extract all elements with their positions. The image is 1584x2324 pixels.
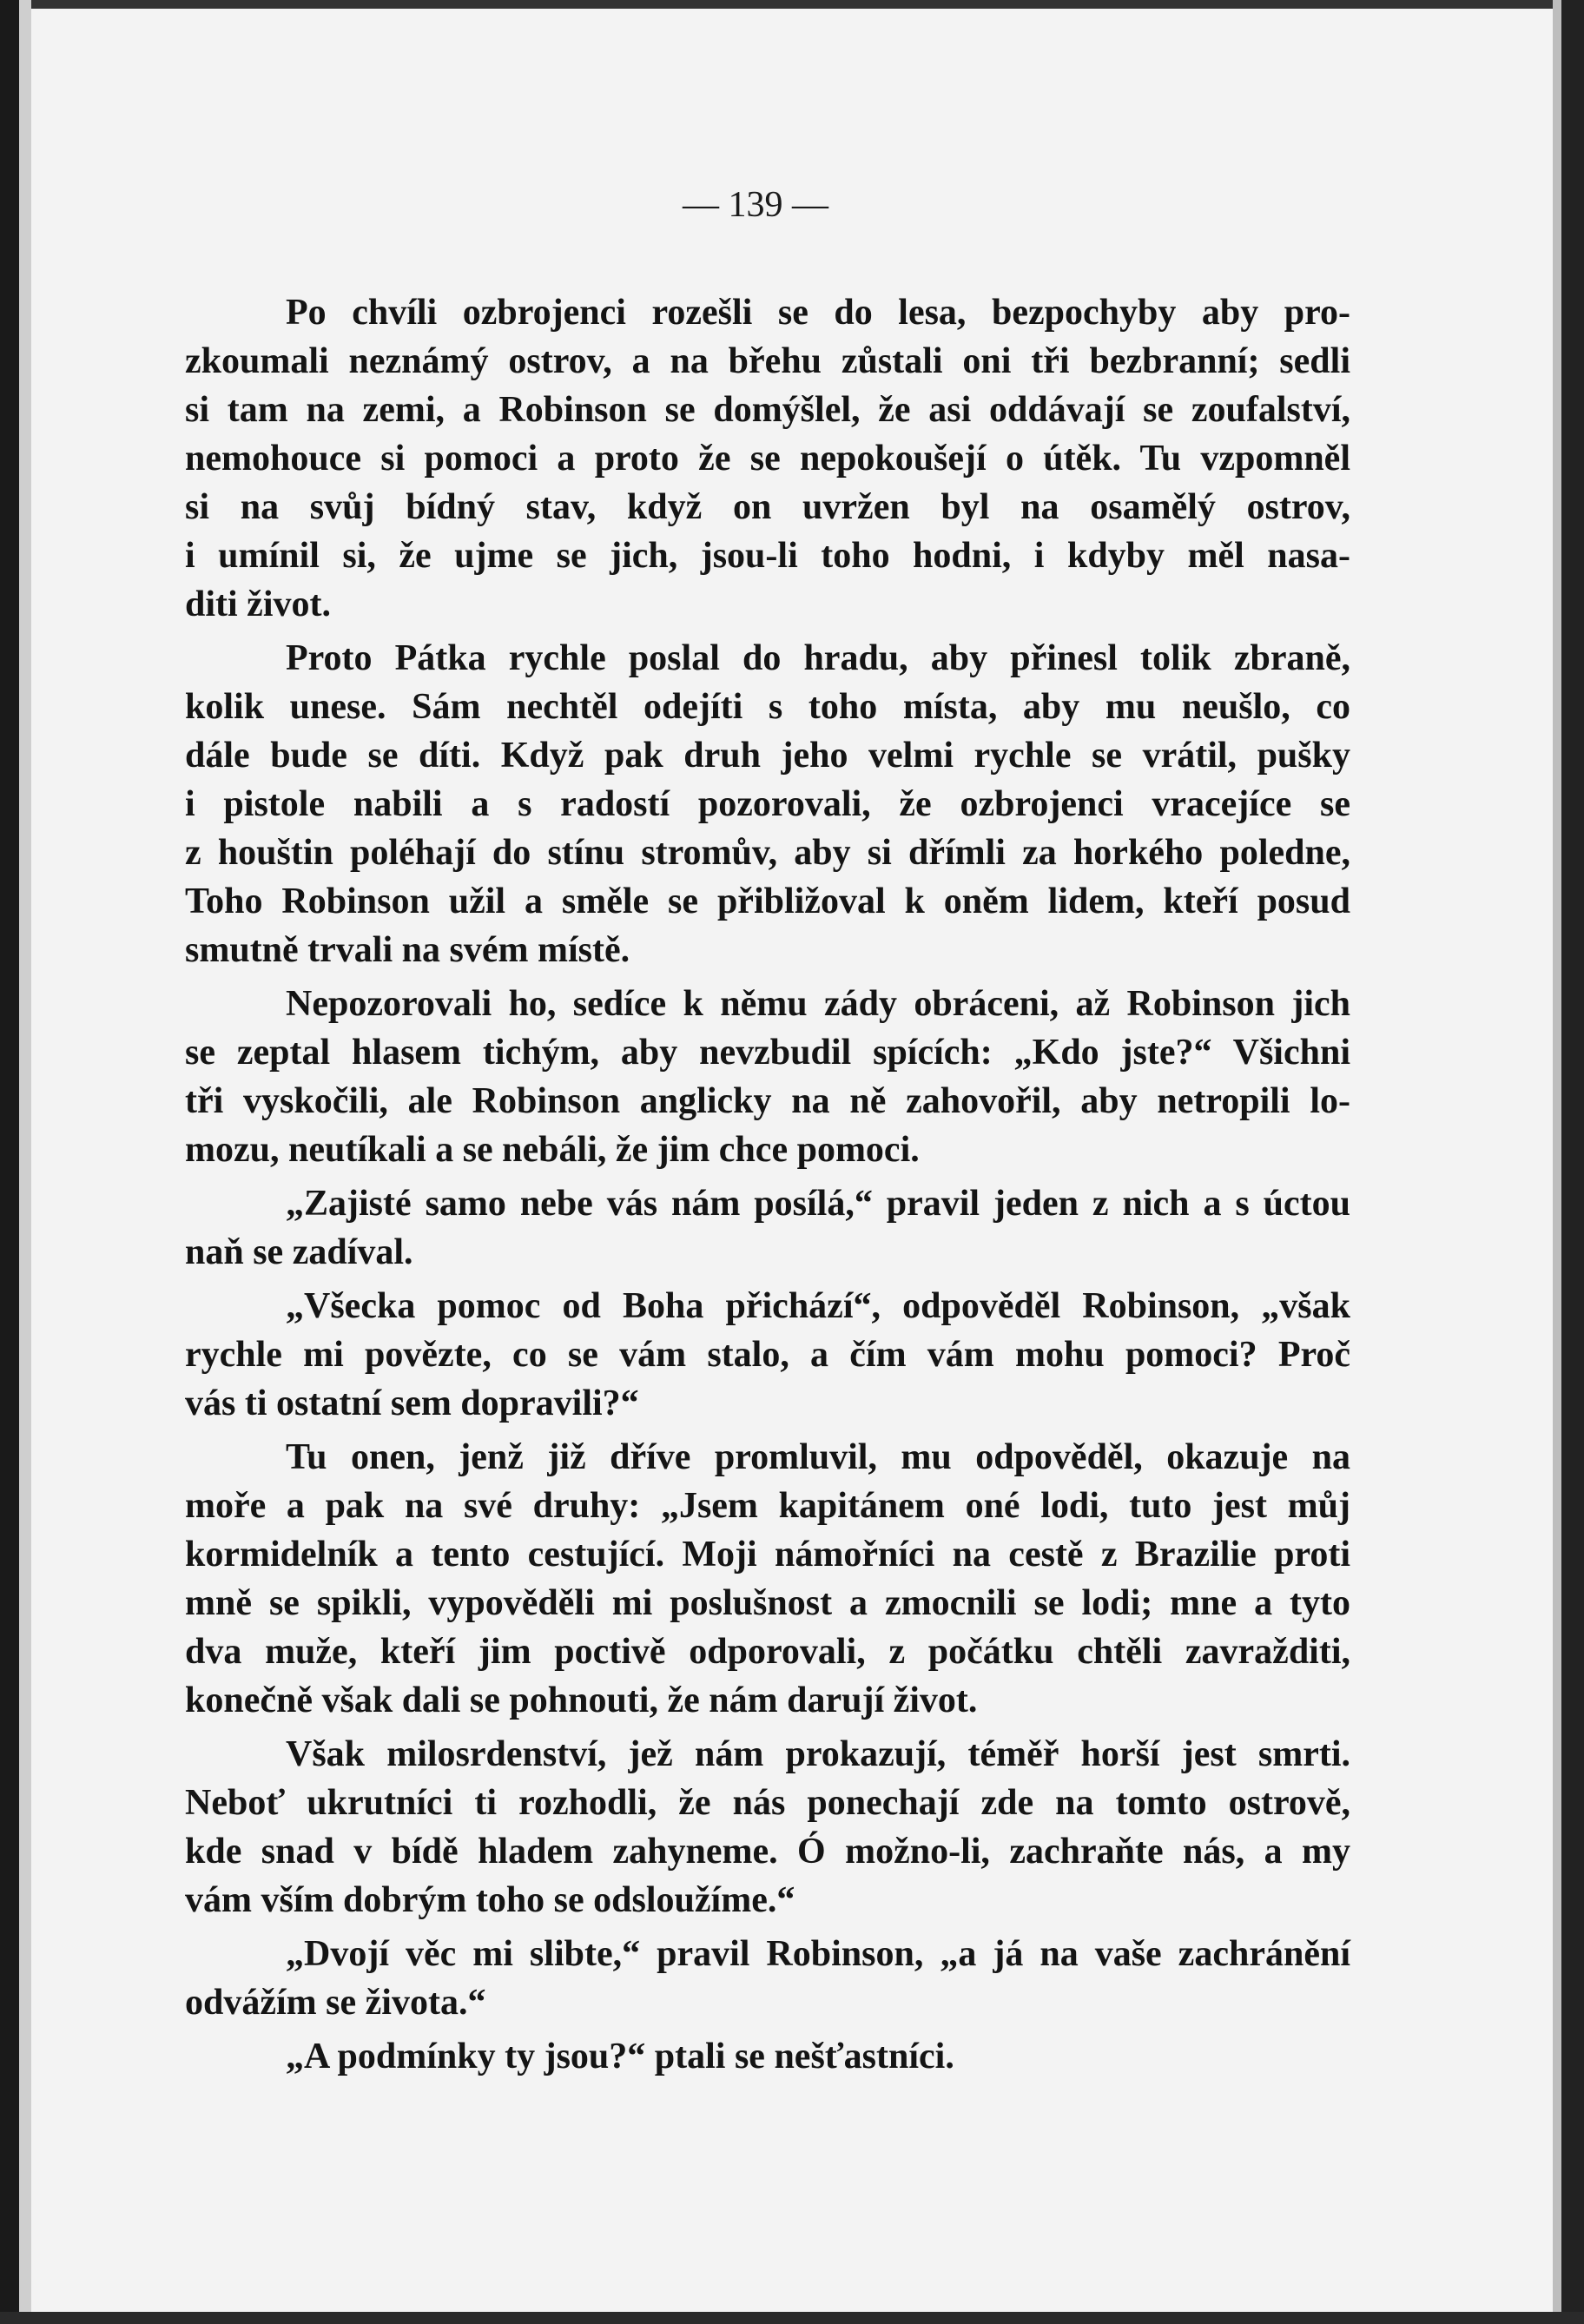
paragraph (185, 1433, 1350, 1725)
text-line: Však milosrdenství, jež nám prokazují, téměř horší jest smrti. (286, 1734, 1350, 1774)
text-line: dva muže, kteří jim poctivě odporovali, z počátku chtěli zavražditi, (185, 1632, 1350, 1672)
text-line: z houštin poléhají do stínu stromův, aby si dřímli za horkého poledne, (185, 833, 1350, 873)
text-line: kde snad v bídě hladem zahyneme. Ó možno-li, zachraňte nás, a my (185, 1832, 1350, 1872)
text-line: Proto Pátka rychle poslal do hradu, aby přinesl tolik zbraně, (286, 638, 1350, 678)
text-line: i umínil si, že ujme se jich, jsou-li toho hodni, i kdyby měl nasa- (185, 536, 1350, 576)
paragraph (185, 1179, 1350, 1277)
text-line: smutně trvali na svém místě. (185, 930, 630, 970)
text-line: si na svůj bídný stav, když on uvržen byl na osamělý ostrov, (185, 487, 1350, 527)
paragraph (185, 1282, 1350, 1428)
text-line: nemohouce si pomoci a proto že se nepokoušejí o útěk. Tu vzpomněl (185, 439, 1350, 479)
text-line: „Dvojí věc mi slibte,“ pravil Robinson, „a já na vaše zachránění (286, 1934, 1350, 1974)
text-line: Tu onen, jenž již dříve promluvil, mu odpověděl, okazuje na (286, 1437, 1350, 1477)
paragraph (185, 288, 1350, 629)
text-line: moře a pak na své druhy: „Jsem kapitánem oné lodi, tuto jest můj (185, 1486, 1350, 1526)
text-line: „Zajisté samo nebe vás nám posílá,“ pravil jeden z nich a s úctou (286, 1184, 1350, 1224)
scan-edge-right (1561, 0, 1584, 2324)
text-line: „A podmínky ty jsou?“ ptali se nešťastníci. (286, 2037, 954, 2076)
scan-edge-right-shadow (1553, 0, 1561, 2324)
paragraph (185, 1930, 1350, 2027)
text-line: diti život. (185, 584, 331, 624)
text-line: mně se spikli, vypověděli mi poslušnost a zmocnili se lodi; mne a tyto (185, 1583, 1350, 1623)
text-line: konečně však dali se pohnouti, že nám darují život. (185, 1680, 978, 1720)
text-line: odvážím se života.“ (185, 1983, 486, 2023)
text-line: kolik unese. Sám nechtěl odejíti s toho místa, aby mu neušlo, co (185, 687, 1350, 727)
text-line: tři vyskočili, ale Robinson anglicky na ně zahovořil, aby netropili lo- (185, 1081, 1350, 1121)
text-line: Neboť ukrutníci ti rozhodli, že nás ponechají zde na tomto ostrově, (185, 1783, 1350, 1823)
scan-edge-bottom (0, 2312, 1584, 2324)
text-line: „Všecka pomoc od Boha přichází“, odpověděl Robinson, „však (286, 1286, 1350, 1326)
text-line: rychle mi povězte, co se vám stalo, a čím vám mohu pomoci? Proč (185, 1335, 1350, 1375)
text-line: i pistole nabili a s radostí pozorovali, že ozbrojenci vracejíce se (185, 784, 1350, 824)
text-line: se zeptal hlasem tichým, aby nevzbudil spících: „Kdo jste?“ Všichni (185, 1033, 1350, 1073)
text-line: Toho Robinson užil a směle se přibližoval k oněm lidem, kteří posud (185, 881, 1350, 921)
text-line: kormidelník a tento cestující. Moji námořníci na cestě z Brazilie proti (185, 1535, 1350, 1575)
paragraph (185, 1730, 1350, 1925)
paragraph (185, 980, 1350, 1174)
paragraph (185, 2032, 1350, 2081)
scan-edge-left (0, 0, 19, 2324)
text-line: Po chvíli ozbrojenci rozešli se do lesa, bezpochyby aby pro- (286, 293, 1350, 333)
body-text (185, 288, 1350, 2086)
page-number: — 139 — (683, 185, 828, 225)
text-line: vám vším dobrým toho se odsloužíme.“ (185, 1880, 795, 1920)
text-line: naň se zadíval. (185, 1232, 413, 1272)
scan-edge-left-shadow (19, 0, 31, 2324)
text-line: dále bude se díti. Když pak druh jeho velmi rychle se vrátil, pušky (185, 736, 1350, 776)
paragraph (185, 634, 1350, 974)
text-line: zkoumali neznámý ostrov, a na břehu zůstali oni tři bezbranní; sedli (185, 341, 1350, 381)
text-line: mozu, neutíkali a se nebáli, že jim chce pomoci. (185, 1130, 920, 1170)
text-line: Nepozorovali ho, sedíce k němu zády obráceni, až Robinson jich (286, 984, 1350, 1024)
scan-edge-top (0, 0, 1584, 9)
text-line: si tam na zemi, a Robinson se domýšlel, že asi oddávají se zoufalství, (185, 390, 1350, 430)
text-line: vás ti ostatní sem dopravili?“ (185, 1383, 639, 1423)
